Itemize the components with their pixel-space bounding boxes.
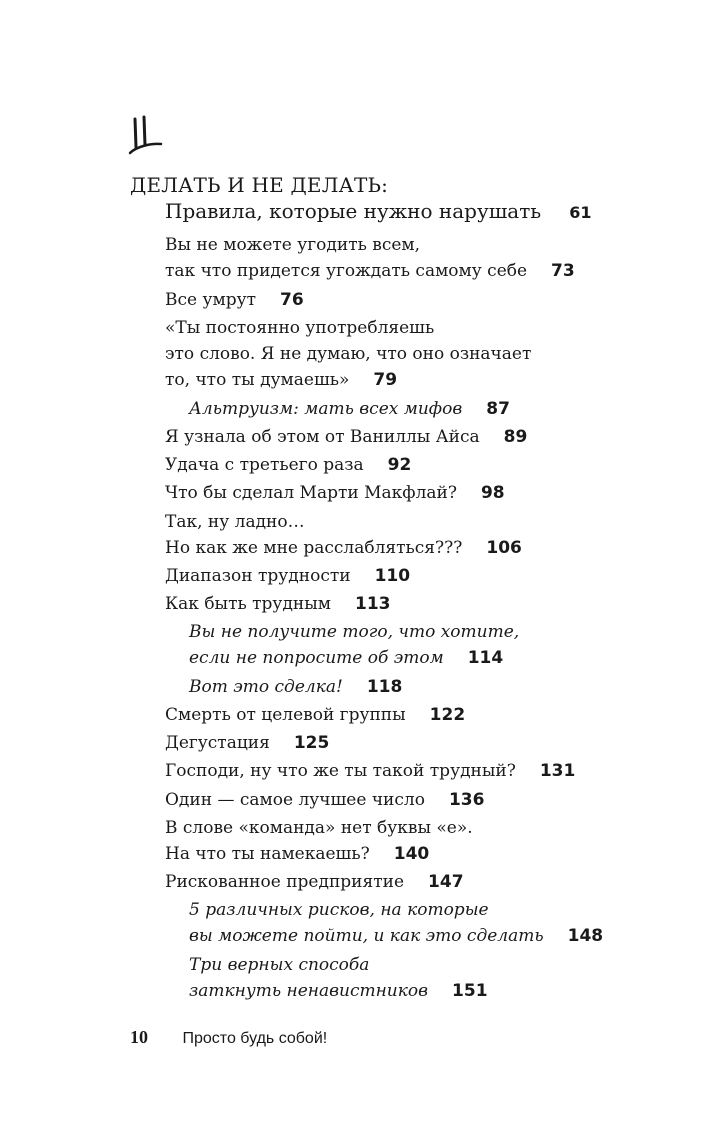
toc-entry-page: 118 — [366, 677, 403, 698]
toc-entry-text: Удача с третьего раза — [165, 455, 364, 476]
toc-entry — [165, 563, 685, 589]
toc-entry-line — [189, 978, 709, 1004]
toc-entry-page: 147 — [428, 872, 464, 893]
toc-entry-text: Что бы сделал Марти Макфлай? — [165, 483, 457, 504]
toc-entry-text: если не попросите об этом — [189, 648, 444, 669]
toc-entry — [189, 952, 709, 1004]
toc-entry-line — [189, 645, 709, 671]
toc-entry — [165, 509, 685, 561]
toc-entry-line — [165, 563, 685, 589]
footer-page-number: 10 — [130, 1027, 148, 1047]
toc-entry-line: Вы не получите того, что хотите, — [189, 622, 520, 643]
toc-entry-page: 89 — [503, 427, 528, 448]
toc-entry — [189, 897, 709, 949]
toc-entry-line — [165, 535, 685, 561]
toc-entry-line — [165, 702, 685, 728]
toc-entry-page: 113 — [355, 594, 391, 615]
toc-entry-line — [189, 674, 709, 700]
toc-entry-line — [165, 287, 685, 313]
page-footer — [130, 1027, 327, 1048]
toc-entry — [189, 619, 709, 671]
part-subtitle-text: Правила, которые нужно нарушать — [165, 199, 542, 223]
toc-entry-text: Дегустация — [165, 733, 270, 754]
toc-entry-page: 122 — [429, 705, 466, 726]
toc-entry — [165, 787, 685, 813]
toc-entry-line: В слове «команда» нет буквы «е». — [165, 817, 473, 838]
toc-entry-page: 148 — [567, 926, 604, 947]
toc-entry-line — [189, 923, 709, 949]
toc-entry-text: Вот это сделка! — [189, 677, 343, 698]
toc-entry-page: 73 — [551, 261, 575, 281]
toc-entry-page: 136 — [448, 789, 485, 810]
toc-entry-text: На что ты намекаешь? — [165, 843, 370, 864]
toc-entry-text: то, что ты думаешь» — [165, 369, 350, 390]
toc-entry-page: 151 — [452, 981, 488, 1002]
toc-entry — [165, 480, 685, 506]
toc-entry — [165, 869, 685, 895]
toc-entry-text: Господи, ну что же ты такой трудный? — [165, 761, 516, 782]
toc-entry-page: 131 — [539, 761, 576, 782]
toc-entry-text: Все умрут — [165, 289, 256, 310]
toc-entry — [165, 424, 685, 450]
toc-entry — [165, 315, 685, 393]
toc-entry-line — [165, 869, 685, 895]
toc-entry — [165, 815, 685, 867]
toc-entry-line: 5 различных рисков, на которые — [189, 900, 489, 921]
toc-entry-page: 125 — [293, 733, 330, 754]
toc-entry-line: Вы не можете угодить всем, — [165, 235, 421, 255]
toc-entry-text: Смерть от целевой группы — [165, 705, 406, 726]
toc-entry-line: «Ты постоянно употребляешь — [165, 317, 435, 338]
toc-entry — [165, 232, 685, 284]
toc-entry-text: вы можете пойти, и как это сделать — [189, 926, 544, 947]
toc-entry-page: 76 — [280, 289, 304, 310]
toc-entry — [165, 591, 685, 617]
toc-entry-page: 106 — [486, 537, 522, 558]
toc-entry-text: Но как же мне расслабляться??? — [165, 537, 463, 558]
toc-entry-page: 87 — [486, 399, 510, 420]
toc-entry-line — [189, 396, 709, 422]
toc-entry-line — [165, 258, 685, 284]
toc-entry-line — [165, 424, 685, 450]
toc-entry-line — [165, 841, 685, 867]
toc-entry-text: Один — самое лучшее число — [165, 789, 425, 810]
toc-entry-line: Так, ну ладно… — [165, 511, 305, 532]
toc-entry-text: Альтруизм: мать всех мифов — [189, 399, 463, 420]
toc-entry-line — [165, 452, 685, 478]
toc-entry — [189, 674, 709, 700]
toc-entry-text: так что придется угождать самому себе — [165, 261, 528, 281]
footer-book-title: Просто будь собой! — [182, 1030, 328, 1047]
toc-entry-line — [165, 730, 685, 756]
toc-entry-page: 114 — [467, 648, 504, 669]
toc-entry-page: 140 — [393, 843, 430, 864]
toc-entry-page: 98 — [480, 483, 505, 504]
toc-entry-text: Как быть трудным — [165, 594, 331, 615]
toc-entry-page: 110 — [374, 566, 411, 587]
toc-entry-text: заткнуть ненавистников — [189, 981, 429, 1002]
toc-entry — [189, 396, 709, 422]
toc-entry — [165, 287, 685, 313]
toc-entry-line: это слово. Я не думаю, что оно означает — [165, 343, 532, 364]
part-subtitle-page: 61 — [569, 203, 592, 222]
toc-entry-page: 92 — [387, 455, 412, 476]
toc-entry-page: 79 — [373, 369, 398, 390]
toc-entry — [165, 702, 685, 728]
toc-entry-line — [165, 591, 685, 617]
toc-entry-line — [165, 367, 685, 393]
toc-entry — [165, 452, 685, 478]
toc-entry — [165, 730, 685, 756]
toc-entry — [165, 758, 685, 784]
toc-entry-text: Рискованное предприятие — [165, 872, 405, 893]
toc-entry-line — [165, 480, 685, 506]
toc-entry-line — [165, 787, 685, 813]
toc-entry-text: Диапазон трудности — [165, 566, 351, 587]
part-title: ДЕЛАТЬ И НЕ ДЕЛАТЬ: — [130, 173, 389, 197]
toc-entry-line: Три верных способа — [189, 955, 370, 976]
toc-entry-text: Я узнала об этом от Ваниллы Айса — [165, 427, 480, 448]
toc-entry-line — [165, 758, 685, 784]
